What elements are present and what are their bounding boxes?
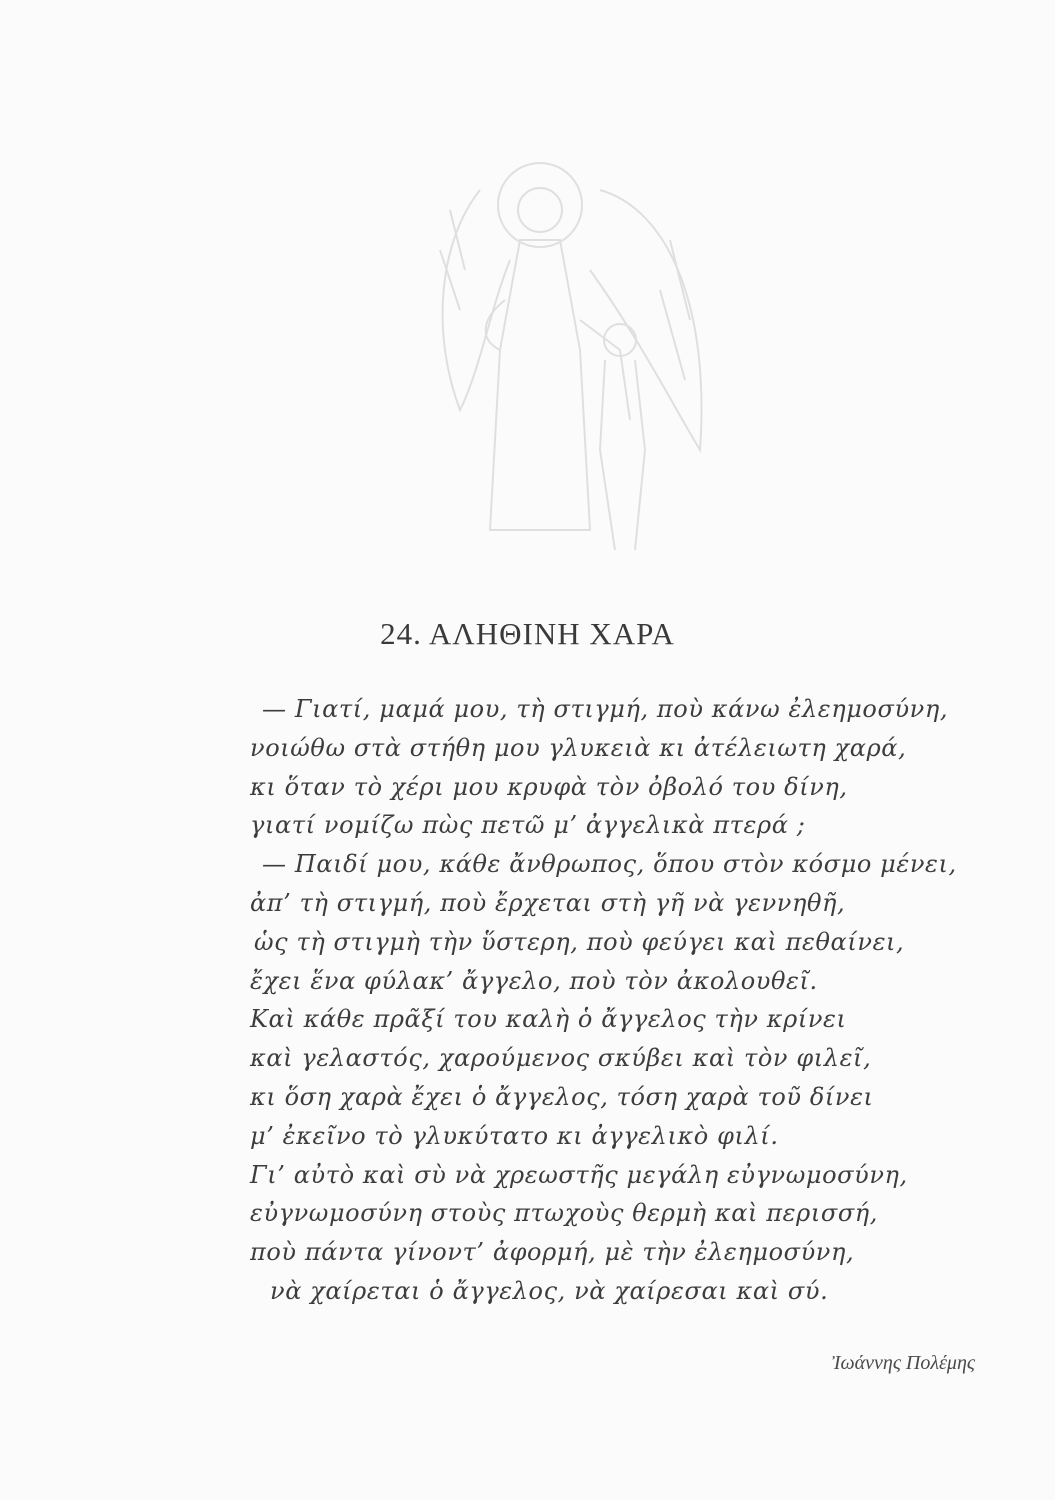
poem-line: Καὶ κάθε πρᾶξί του καλὴ ὁ ἄγγελος τὴν κρίνει [250,1005,847,1034]
poem-title: 24. ΑΛΗΘΙΝΗ ΧΑΡΑ [380,616,675,651]
poem-line: — Παιδί μου, κάθε ἄνθρωπος, ὅπου στὸν κόσμο μένει, [262,850,957,879]
poem-line: ἀπ’ τὴ στιγμή, ποὺ ἔρχεται στὴ γῆ νὰ γεννηθῆ, [250,888,846,917]
poem-line: ποὺ πάντα γίνοντ’ ἀφορμή, μὲ τὴν ἐλεημοσύνη, [250,1238,855,1267]
poem-line: ὡς τὴ στιγμὴ τὴν ὕστερη, ποὺ φεύγει καὶ πεθαίνει, [254,927,905,956]
poem-line: κι ὅση χαρὰ ἔχει ὁ ἄγγελος, τόση χαρὰ τοῦ δίνει [250,1082,874,1111]
poem-line: μ’ ἐκεῖνο τὸ γλυκύτατο κι ἀγγελικὸ φιλί. [250,1121,779,1150]
author-signature: Ἰωάννης Πολέμης [831,1352,975,1374]
poem-line: καὶ γελαστός, χαρούμενος σκύβει καὶ τὸν φιλεῖ, [250,1044,872,1073]
poem-body [250,690,990,1311]
poem-line: κι ὅταν τὸ χέρι μου κρυφὰ τὸν ὀβολό του δίνη, [250,772,848,801]
poem-line: Γι’ αὐτὸ καὶ σὺ νὰ χρεωστῆς μεγάλη εὐγνωμοσύνη, [250,1160,908,1189]
guardian-angel-illustration [420,150,720,570]
poem-line: γιατί νομίζω πὼς πετῶ μ’ ἀγγελικὰ πτερά ; [250,811,806,840]
poem-line: νὰ χαίρεται ὁ ἄγγελος, νὰ χαίρεσαι καὶ σύ. [270,1276,829,1305]
poem-line: ἔχει ἕνα φύλακ’ ἄγγελο, ποὺ τὸν ἀκολουθεῖ. [250,966,818,995]
poem-line: — Γιατί, μαμά μου, τὴ στιγμή, ποὺ κάνω ἐλεημοσύνη, [262,695,949,723]
poem-line: νοιώθω στὰ στήθη μου γλυκειὰ κι ἀτέλειωτη χαρά, [250,733,907,762]
poem-line: εὐγνωμοσύνη στοὺς πτωχοὺς θερμὴ καὶ περισσή, [250,1199,879,1228]
